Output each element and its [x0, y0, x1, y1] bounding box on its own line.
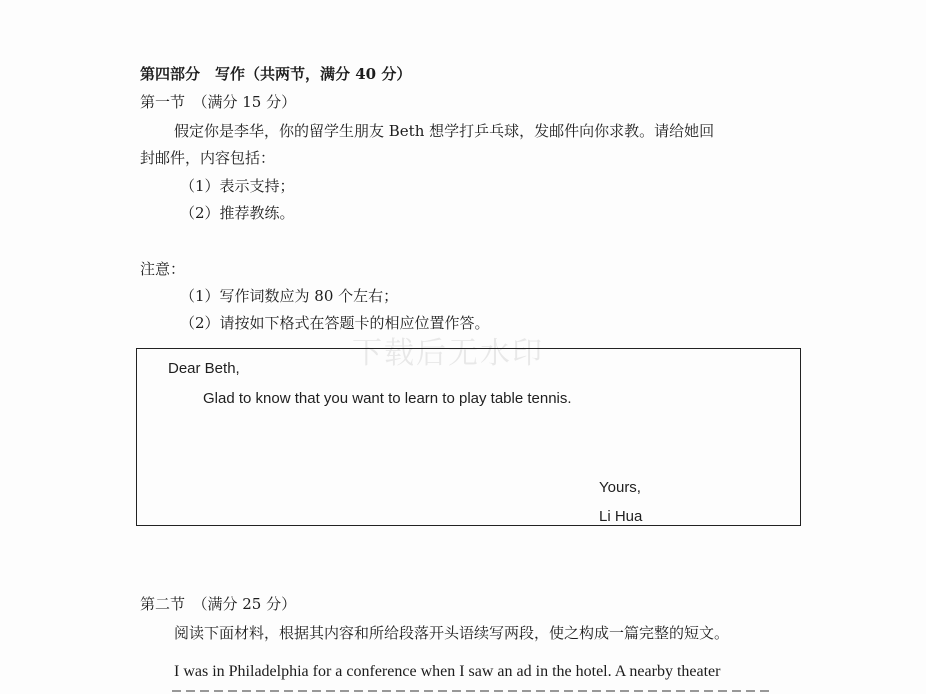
letter-answer-box: [136, 348, 801, 526]
note-item: （2）请按如下格式在答题卡的相应位置作答。: [180, 314, 490, 332]
part-heading: 第四部分 写作（共两节，满分 40 分）: [140, 65, 412, 83]
section1-prompt-line1: 假定你是李华，你的留学生朋友 Beth 想学打乒乓球，发邮件向你求教。请给她回: [174, 122, 715, 140]
cropped-text-fragment: [172, 690, 772, 692]
letter-signature: Li Hua: [599, 508, 643, 525]
section1-title: 第一节 （满分 15 分）: [140, 93, 297, 111]
letter-greeting: Dear Beth,: [168, 360, 240, 377]
requirement-item: （2）推荐教练。: [180, 204, 295, 222]
letter-opening: Glad to know that you want to learn to play table tennis.: [203, 390, 572, 407]
note-item: （1）写作词数应为 80 个左右；: [180, 287, 399, 305]
section1-prompt-line2: 封邮件，内容包括：: [140, 149, 276, 167]
section2-title: 第二节 （满分 25 分）: [140, 595, 297, 613]
cropped-next-line: [172, 684, 792, 694]
passage-line: I was in Philadelphia for a conference when I saw an ad in the hotel. A nearby theater: [174, 663, 721, 680]
letter-closing: Yours,: [599, 479, 641, 496]
section2-instruction: 阅读下面材料，根据其内容和所给段落开头语续写两段，使之构成一篇完整的短文。: [174, 624, 730, 642]
watermark-text: 下载后无水印: [352, 336, 544, 371]
requirement-item: （1）表示支持；: [180, 177, 295, 195]
notes-label: 注意：: [140, 260, 186, 278]
